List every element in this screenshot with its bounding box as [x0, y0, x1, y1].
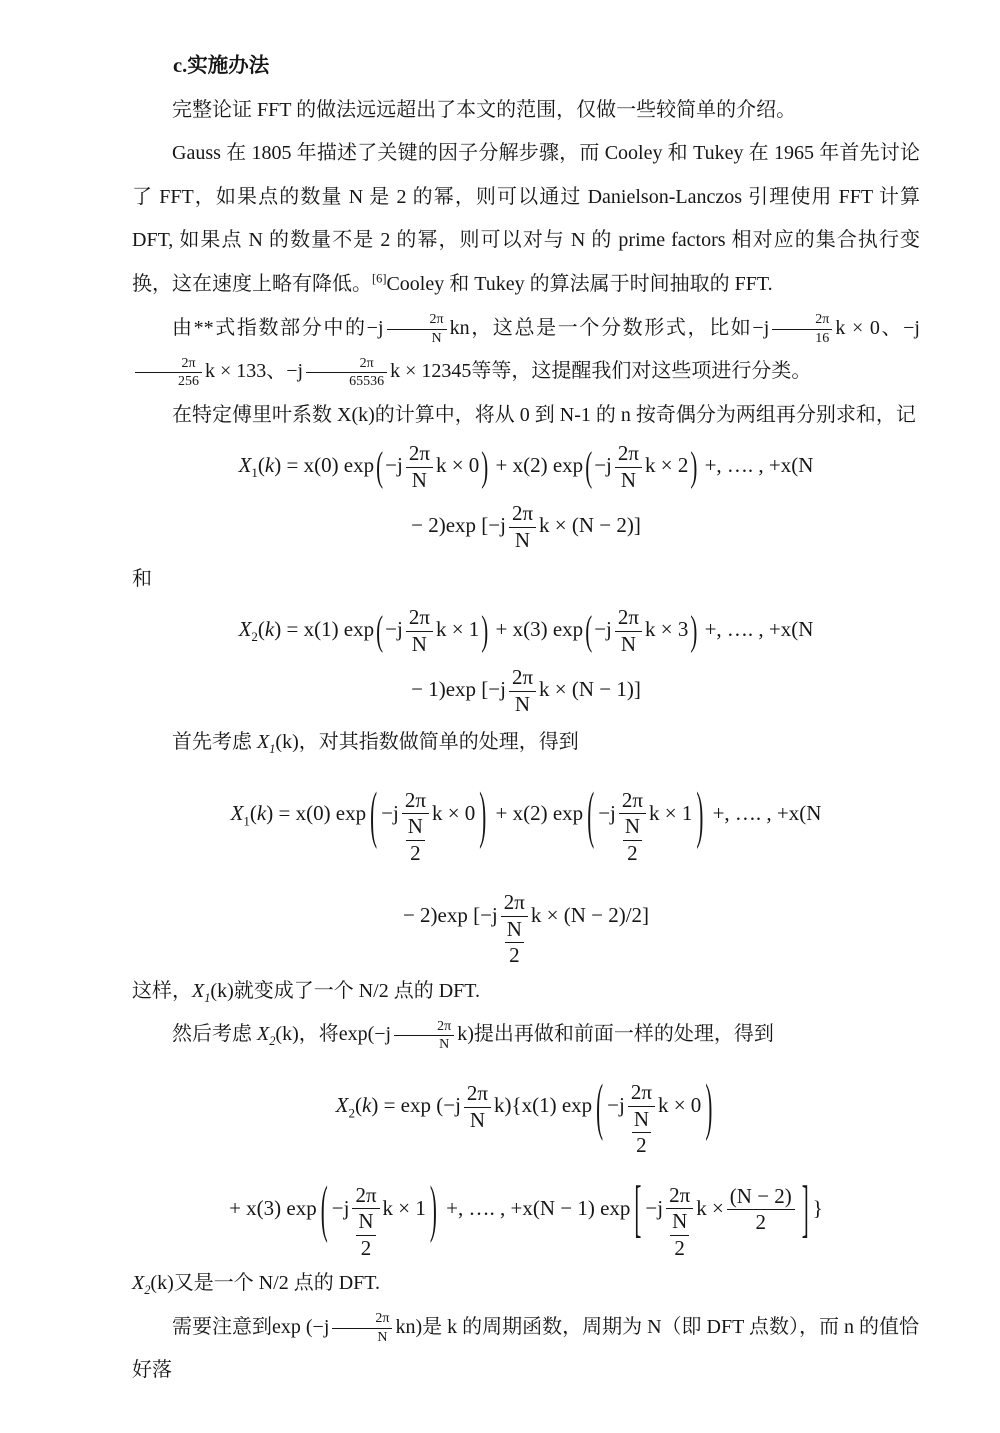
fraction-denominator: 2: [636, 1133, 647, 1158]
math-text: −j: [594, 616, 612, 641]
formula-x2-line2: [132, 661, 920, 721]
fraction-numerator: 2π: [402, 789, 429, 815]
fraction-numerator: N: [632, 1108, 651, 1134]
fraction: [632, 1108, 651, 1158]
math-text: −j: [607, 1093, 625, 1118]
fraction-denominator: N: [620, 467, 637, 492]
formula-x1-line1: [132, 437, 920, 497]
fraction-numerator: 2π: [464, 1082, 491, 1108]
math-text: + x(3) exp: [490, 616, 584, 641]
bracket: (: [376, 443, 384, 490]
math-text: ) = x(1) exp: [274, 616, 375, 641]
fraction-numerator: 2π: [619, 789, 646, 815]
fraction-numerator: 2π: [615, 606, 642, 632]
paragraph-first-consider: [132, 721, 920, 765]
math-text: −j: [594, 453, 612, 478]
math-text: k × 0: [657, 1093, 702, 1118]
fraction-denominator: 2: [509, 943, 520, 968]
fraction: [615, 442, 642, 492]
fraction: [406, 442, 433, 492]
bracket: (: [585, 443, 593, 490]
math-text: (: [257, 453, 265, 478]
subscript: 1: [204, 990, 211, 1005]
bracket: ): [705, 1069, 713, 1143]
math-text: k × (N − 2)]: [539, 513, 641, 538]
fraction-denominator: 16: [815, 330, 830, 346]
fraction: [406, 606, 433, 656]
math-text: 由**式指数部分中的−j: [172, 316, 384, 339]
math-text: + x(2) exp: [490, 800, 584, 825]
math-text: +, …. , +x(N: [707, 800, 822, 825]
math-variable: k: [264, 453, 275, 478]
fraction: [509, 502, 536, 552]
fraction: [464, 1082, 491, 1132]
math-text: − 2)exp [−j: [411, 513, 506, 538]
math-text: +, …. , +x(N − 1) exp: [440, 1195, 631, 1220]
math-text: ) = x(0) exp: [266, 800, 367, 825]
math-text: k × 133、−j: [205, 360, 304, 383]
math-text: k × 2: [644, 453, 689, 478]
math-variable: k: [362, 1093, 372, 1118]
paragraph-periodic-note: [132, 1306, 920, 1393]
fraction-numerator: 2π: [509, 666, 536, 692]
math-variable: k: [264, 616, 275, 641]
bracket: ): [429, 1171, 437, 1245]
fraction-numerator: 2π: [306, 356, 387, 373]
math-text: k × 1: [382, 1195, 426, 1220]
paragraph-then-consider: [132, 1013, 920, 1057]
fraction-denominator: [402, 814, 429, 865]
math-text: k × 0: [431, 800, 476, 825]
math-text: (k)，将exp(−j: [275, 1023, 392, 1046]
fraction-numerator: 2π: [135, 356, 202, 373]
fraction-numerator: (N − 2): [727, 1185, 795, 1211]
fraction: [356, 1210, 375, 1260]
fraction-denominator: N: [411, 467, 427, 492]
math-text: − 2)exp [−j: [402, 903, 498, 928]
bracket: ): [481, 443, 489, 490]
math-text: 需要注意到exp (−j: [172, 1315, 330, 1338]
formula-x2: [132, 601, 920, 721]
fraction-denominator: N: [431, 330, 442, 346]
fraction-numerator: 2π: [352, 1184, 379, 1210]
subscript: 1: [251, 465, 258, 481]
subscript: 2: [348, 1105, 356, 1121]
formula-x1-half-line1: [132, 765, 920, 868]
superscript-citation: [6]: [372, 271, 387, 286]
math-text: −j: [331, 1195, 350, 1220]
fraction-numerator: N: [670, 1210, 689, 1236]
math-text: Gauss 在 1805 年描述了关键的因子分解步骤，而 Cooley 和 Tukey 在 1965 年首先讨论了 FFT，如果点的数量 N 是 2 的幂，则可以通过 Danielson-Lanczos 引理使用 FFT 计算 DFT, 如果点 N 的数量不是 2 的幂，则可以对与 N 的 prime factors 相对应的集合执行变换，这在速度上略有降低。: [132, 142, 920, 296]
math-text: (k)又是一个 N/2 点的 DFT.: [150, 1272, 381, 1295]
subscript: 2: [251, 629, 258, 645]
bracket: (: [585, 606, 593, 654]
fraction: [628, 1081, 655, 1158]
math-variable: X: [257, 1023, 270, 1046]
fraction-denominator: N: [411, 631, 427, 656]
fraction: [772, 312, 832, 346]
fraction: [332, 1311, 392, 1345]
fraction-numerator: N: [505, 918, 524, 944]
math-text: −j: [385, 616, 403, 641]
bracket: ): [479, 776, 487, 851]
math-text: 这样，: [132, 979, 192, 1002]
math-text: −j: [385, 453, 403, 478]
fraction-denominator: 65536: [349, 374, 385, 390]
bracket: ): [690, 606, 698, 654]
fraction-numerator: 2π: [406, 442, 433, 468]
paragraph-and: 和: [132, 567, 152, 590]
math-text: k × 0、−j: [835, 316, 920, 339]
math-text: +, …. , +x(N: [699, 453, 814, 478]
fraction-numerator: 2π: [615, 442, 642, 468]
fraction-denominator: 2: [360, 1235, 372, 1260]
subscript: 2: [144, 1283, 151, 1298]
formula-x2-half-line2: [132, 1160, 920, 1263]
math-text: k × (N − 1)]: [539, 676, 641, 701]
fraction-denominator: 2: [755, 1210, 767, 1235]
math-text: k × 0: [435, 453, 480, 478]
math-text: (: [257, 616, 265, 641]
fraction-numerator: 2π: [628, 1081, 655, 1107]
math-text: ) = x(0) exp: [274, 453, 375, 478]
fraction-numerator: 2π: [387, 312, 447, 329]
fraction: [623, 815, 642, 865]
fraction-denominator: N: [469, 1107, 486, 1132]
fraction-denominator: 2: [627, 840, 638, 865]
bracket: ): [696, 776, 704, 851]
math-text: 首先考虑: [172, 731, 257, 754]
fraction: [619, 789, 646, 866]
fraction-numerator: 2π: [394, 1019, 454, 1036]
fraction: [505, 918, 524, 968]
math-text: −j: [381, 800, 399, 825]
fraction-denominator: 256: [178, 374, 199, 390]
fraction: [387, 312, 447, 346]
fraction-denominator: [501, 917, 528, 968]
bracket: (: [376, 606, 384, 654]
math-text: ) = exp (−j: [371, 1093, 461, 1118]
math-text: (k)，对其指数做简单的处理，得到: [275, 731, 579, 754]
bracket: (: [320, 1171, 328, 1245]
fraction: [352, 1184, 379, 1261]
fraction-numerator: 2π: [332, 1311, 392, 1328]
fraction-numerator: N: [623, 815, 642, 841]
formula-x1-half-dft: [132, 765, 920, 970]
fraction: [509, 666, 536, 716]
math-text: k × 1: [435, 616, 480, 641]
fraction-denominator: N: [439, 1037, 450, 1053]
math-text: k × 3: [644, 616, 689, 641]
math-text: + x(3) exp: [229, 1195, 317, 1220]
paragraph-intro: 完整论证 FFT 的做法远远超出了本文的范围，仅做一些较简单的介绍。: [172, 98, 797, 121]
bracket: ): [481, 606, 489, 654]
paragraph-fourier-coefficient: 在特定傅里叶系数 X(k)的计算中，将从 0 到 N-1 的 n 按奇偶分为两组再分别求和，记: [172, 403, 916, 426]
formula-x1-half-line2: [132, 867, 920, 970]
section-heading: c.实施办法: [173, 55, 270, 77]
fraction-denominator: [666, 1209, 693, 1260]
math-text: (: [249, 800, 257, 825]
paragraph-fraction-form: [132, 307, 920, 394]
formula-x2-half-dft: [132, 1057, 920, 1262]
subscript: 1: [269, 742, 276, 757]
bracket: [: [634, 1171, 642, 1245]
fraction: [306, 356, 387, 390]
fraction-numerator: 2π: [772, 312, 832, 329]
math-text: (: [355, 1093, 363, 1118]
fraction-numerator: N: [406, 815, 425, 841]
math-text: −j: [598, 800, 616, 825]
math-text: −j: [645, 1195, 664, 1220]
math-text: (k)就变成了一个 N/2 点的 DFT.: [210, 979, 481, 1002]
bracket: (: [587, 776, 595, 851]
fraction-denominator: [352, 1209, 379, 1260]
bracket: ]: [801, 1171, 809, 1245]
math-text: kn)是 k 的周期函数，周期为 N（即 DFT 点数），而 n 的值恰好落: [132, 1315, 919, 1382]
math-text: 然后考虑: [172, 1023, 257, 1046]
fraction-denominator: N: [377, 1329, 388, 1345]
math-variable: X: [238, 616, 252, 641]
math-variable: X: [132, 1272, 145, 1295]
fraction-numerator: 2π: [501, 891, 528, 917]
math-text: kn，这总是一个分数形式，比如−j: [449, 316, 770, 339]
fraction: [394, 1019, 454, 1053]
fraction: [727, 1185, 795, 1235]
math-text: k × (N − 2)/2]: [530, 903, 650, 928]
formula-x2-line1: [132, 601, 920, 661]
paragraph-thus-x1-dft: [132, 970, 920, 1014]
paragraph-gauss-history: [132, 132, 920, 306]
fraction-denominator: [619, 814, 646, 865]
fraction: [666, 1184, 693, 1261]
math-variable: k: [256, 800, 267, 825]
bracket: (: [370, 776, 378, 851]
math-text: k){x(1) exp: [494, 1093, 593, 1118]
math-text: k ×: [696, 1195, 724, 1220]
fraction-numerator: 2π: [509, 502, 536, 528]
formula-x2-half-line1: [132, 1057, 920, 1160]
math-variable: X: [230, 800, 244, 825]
math-variable: X: [238, 453, 252, 478]
fraction-numerator: 2π: [406, 606, 433, 632]
subscript: 2: [269, 1034, 276, 1049]
math-text: +, …. , +x(N: [699, 616, 814, 641]
paragraph-x2-is-dft: [132, 1262, 920, 1306]
fraction-denominator: N: [620, 631, 637, 656]
fraction: [135, 356, 202, 390]
fraction: [402, 789, 429, 866]
fraction: [670, 1210, 689, 1260]
fraction-denominator: [628, 1107, 655, 1158]
formula-x1: [132, 437, 920, 557]
fraction: [501, 891, 528, 968]
bracket: ): [690, 443, 698, 490]
fraction-numerator: 2π: [666, 1184, 693, 1210]
fraction: [615, 606, 642, 656]
formula-x1-line2: [132, 497, 920, 557]
math-text: + x(2) exp: [490, 453, 584, 478]
fraction-denominator: N: [514, 527, 531, 552]
subscript: 1: [243, 813, 250, 829]
fraction-numerator: N: [356, 1210, 375, 1236]
math-text: k × 1: [648, 800, 693, 825]
math-variable: X: [192, 979, 205, 1002]
math-text: Cooley 和 Tukey 的算法属于时间抽取的 FFT.: [386, 273, 773, 296]
fraction-denominator: 2: [410, 840, 421, 865]
math-text: − 1)exp [−j: [411, 676, 506, 701]
fraction-denominator: 2: [674, 1235, 685, 1260]
math-text: k)提出再做和前面一样的处理，得到: [457, 1023, 774, 1046]
fraction: [406, 815, 425, 865]
fraction-denominator: N: [514, 691, 531, 716]
math-text: k × 12345等等，这提醒我们对这些项进行分类。: [390, 360, 812, 383]
bracket: (: [596, 1069, 604, 1143]
math-variable: X: [257, 731, 270, 754]
math-variable: X: [335, 1093, 349, 1118]
math-text: }: [812, 1195, 823, 1220]
